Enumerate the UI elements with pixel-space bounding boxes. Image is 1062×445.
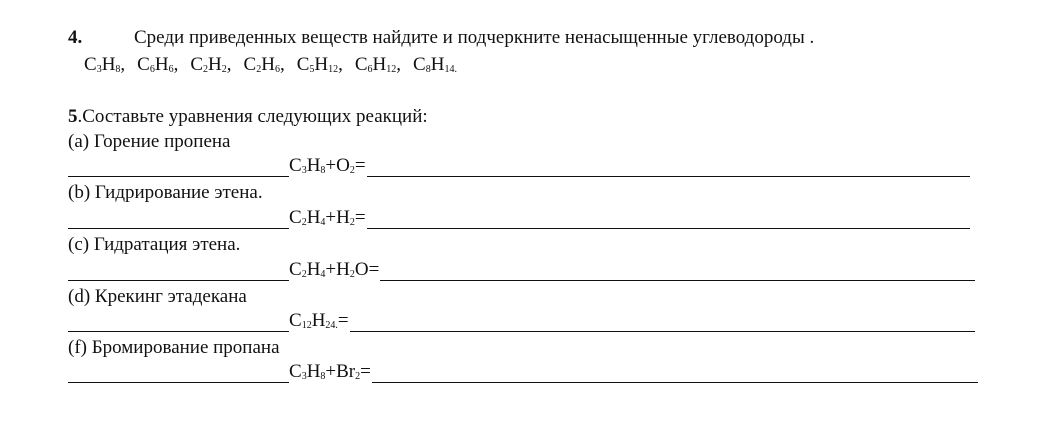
task-4-number: 4. [68, 27, 83, 48]
reaction-label: (c) Гидратация этена. [68, 234, 241, 255]
answer-blank-left[interactable] [68, 280, 289, 281]
reaction-label: (f) Бромирование пропана [68, 337, 280, 358]
answer-blank-right[interactable] [367, 176, 970, 177]
reaction-equation: $C_{12}H_{24.}=$ [289, 310, 349, 331]
task-5-title: .Составьте уравнения следующих реакций: [77, 106, 428, 127]
answer-blank-left[interactable] [68, 382, 289, 383]
answer-blank-right[interactable] [372, 382, 978, 383]
formula-5: $C_5H_{12}$, [296, 54, 343, 75]
answer-blank-right[interactable] [380, 280, 975, 281]
formula-7: $C_8H_{14.}$ [413, 54, 457, 75]
reaction-equation: $C_3H_8+O_2=$ [289, 155, 366, 176]
answer-blank-left[interactable] [68, 176, 289, 177]
task-5-heading [68, 106, 428, 128]
task-4-instruction: Среди приведенных веществ найдите и подчеркните ненасыщенные углеводороды . [134, 27, 815, 48]
formula-2: $C_6H_6$, [137, 54, 179, 75]
answer-blank-left[interactable] [68, 228, 289, 229]
answer-blank-right[interactable] [367, 228, 970, 229]
answer-blank-right[interactable] [350, 331, 975, 332]
reaction-equation: $C_2H_4+H_2=$ [289, 207, 366, 228]
reaction-label: (a) Горение пропена [68, 131, 231, 152]
task-4-formula-list [84, 54, 469, 76]
formula-6: $C_6H_{12}$, [354, 54, 402, 75]
answer-blank-left[interactable] [68, 331, 289, 332]
reaction-label: (d) Крекинг этадекана [68, 286, 247, 307]
formula-4: $C_2H_6$, [243, 54, 285, 75]
task-5-number: 5 [68, 106, 78, 127]
reaction-equation: $C_3H_8+Br_2=$ [289, 361, 371, 382]
reaction-equation: $C_2H_4+H_2O=$ [289, 259, 380, 280]
reaction-label: (b) Гидрирование этена. [68, 182, 263, 203]
formula-1: $C_3H_8$, [84, 54, 126, 75]
formula-3: $C_2H_2$, [190, 54, 232, 75]
